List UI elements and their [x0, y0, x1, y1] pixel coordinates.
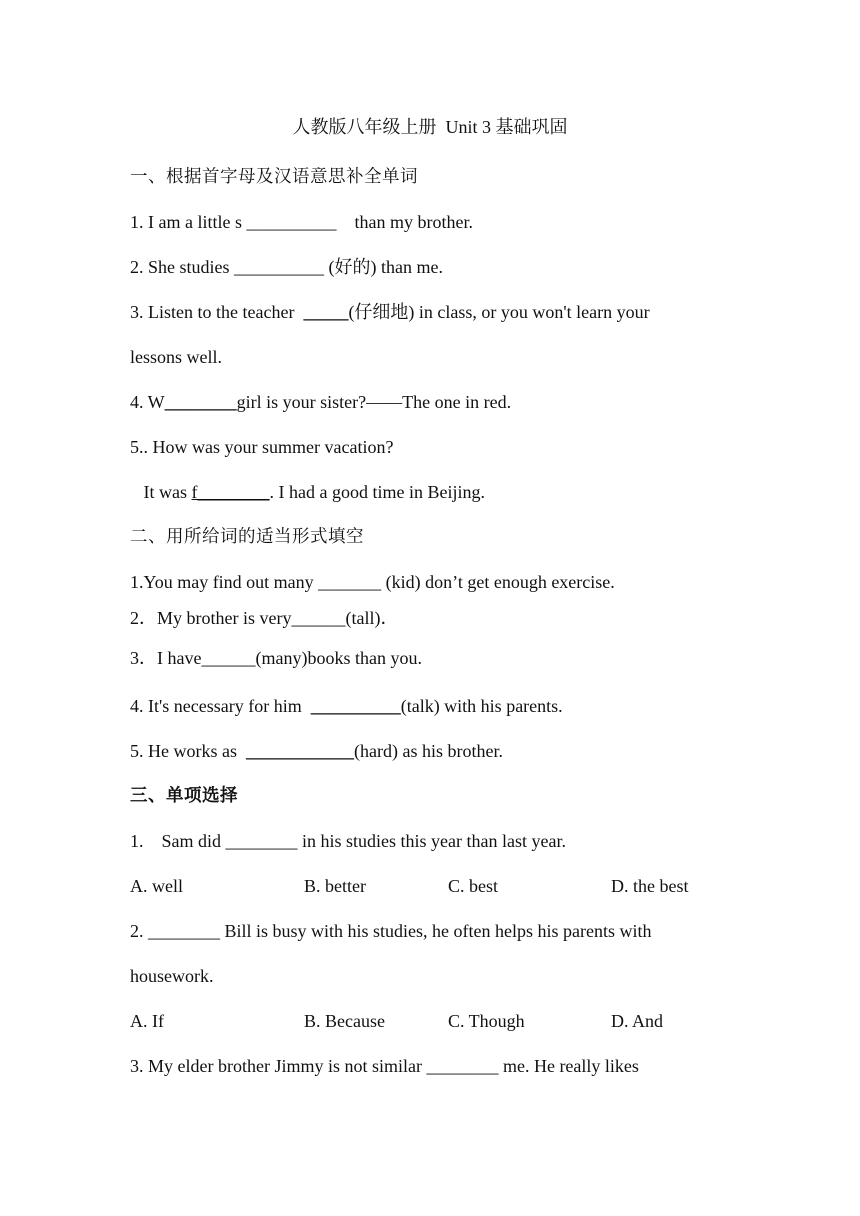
s1-q5-post: . I had a good time in Beijing.: [269, 482, 485, 502]
s2-question-2: 2．My brother is very______(tall)．: [130, 608, 399, 628]
s3-q1-option-b: B. better: [304, 876, 366, 896]
s1-question-5-answer: [130, 481, 485, 503]
s1-q4-text-a: 4. W: [130, 392, 165, 412]
s2-question-1: 1.You may find out many _______ (kid) don’t get enough exercise.: [130, 572, 615, 592]
s2-q4-text-a: 4. It's necessary for him: [130, 696, 311, 716]
s3-q1-option-d: D. the best: [611, 876, 689, 896]
section-2-heading: 二、用所给词的适当形式填空: [130, 527, 364, 547]
section-1-heading: 一、根据首字母及汉语意思补全单词: [130, 167, 418, 187]
s2-q4-blank: __________: [310, 696, 401, 716]
s1-q5-blank: f________: [191, 482, 270, 502]
s2-q5-blank: ____________: [245, 741, 354, 761]
s3-q2-option-c: C. Though: [448, 1011, 525, 1031]
s1-question-2: 2. She studies __________ (好的) than me.: [130, 257, 443, 277]
s1-question-5: 5.. How was your summer vacation?: [130, 437, 394, 457]
s1-q3-blank: _____: [303, 302, 349, 322]
s1-question-3: [130, 301, 650, 323]
s1-q4-blank: ________: [164, 392, 237, 412]
s3-question-1: 1. Sam did ________ in his studies this year than last year.: [130, 831, 566, 851]
s3-q2-option-b: B. Because: [304, 1011, 385, 1031]
s2-question-5: [130, 740, 503, 762]
s3-q1-option-c: C. best: [448, 876, 499, 896]
s2-q5-text-b: (hard) as his brother.: [353, 741, 503, 761]
s3-question-2: 2. ________ Bill is busy with his studies, he often helps his parents with: [130, 921, 652, 941]
s2-question-4: [130, 695, 563, 717]
s2-question-3: 3．I have______(many)books than you.: [130, 648, 422, 668]
s3-q1-option-a: A. well: [130, 876, 183, 896]
s2-q5-text-a: 5. He works as: [130, 741, 246, 761]
s1-q3-text-b: (仔细地) in class, or you won't learn your: [348, 302, 650, 322]
s3-q2-option-a: A. If: [130, 1011, 164, 1031]
s1-question-4: [130, 391, 511, 413]
s3-question-2-cont: housework.: [130, 966, 214, 986]
s1-question-1: 1. I am a little s __________ than my brother.: [130, 212, 473, 232]
s3-q2-option-d: D. And: [611, 1011, 664, 1031]
s1-q3-text-a: 3. Listen to the teacher: [130, 302, 304, 322]
document-title: 人教版八年级上册 Unit 3 基础巩固: [292, 117, 568, 137]
section-3-heading: 三、单项选择: [130, 786, 238, 806]
s1-q5-pre: It was: [130, 482, 192, 502]
s2-q4-text-b: (talk) with his parents.: [400, 696, 563, 716]
s1-q4-text-b: girl is your sister?——The one in red.: [236, 392, 512, 412]
s3-question-3: 3. My elder brother Jimmy is not similar ________ me. He really likes: [130, 1056, 639, 1076]
s1-question-3-cont: lessons well.: [130, 347, 222, 367]
